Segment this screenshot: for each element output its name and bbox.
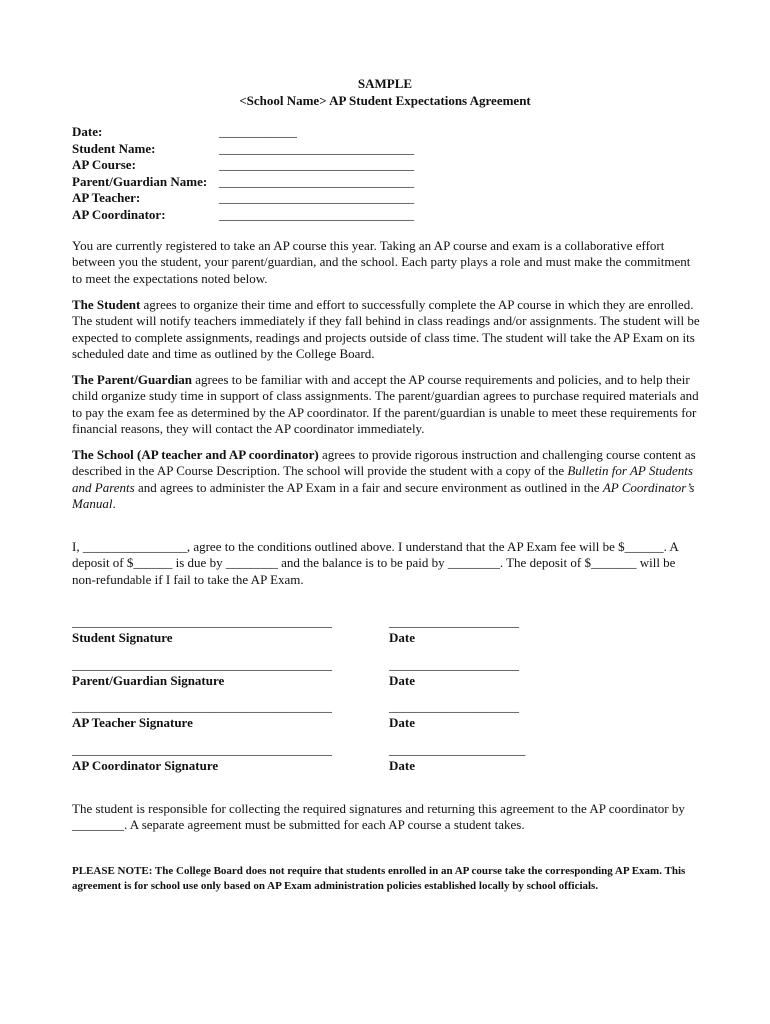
student-signature-line[interactable]: ________________________________________ xyxy=(72,614,332,629)
field-label: Student Name: xyxy=(72,140,156,156)
closing-paragraph: The student is responsible for collecting the required signatures and returning this agreement to the AP coordinator by ________. A separate agreement must be submitted for each AP course a student takes. xyxy=(72,801,685,833)
parent-signature-label: Parent/Guardian Signature xyxy=(72,673,225,688)
document-header xyxy=(0,75,770,109)
field-ap-coordinator xyxy=(72,206,414,224)
coordinator-signature-line[interactable]: ________________________________________ xyxy=(72,742,332,757)
student-date-label: Date xyxy=(389,630,415,645)
ap-course-blank[interactable]: ______________________________ xyxy=(219,157,414,173)
field-label: AP Teacher: xyxy=(72,190,141,206)
school-paragraph xyxy=(72,447,702,513)
field-student-name xyxy=(72,140,414,158)
teacher-date-label: Date xyxy=(389,715,415,730)
student-date-line[interactable]: ____________________ xyxy=(389,614,519,629)
please-note: PLEASE NOTE: The College Board does not require that students enrolled in an AP course take the corresponding AP Exam. This agreement is for school use only based on AP Exam administration policies established locally by school officials. xyxy=(72,865,686,892)
teacher-signature-line[interactable]: ________________________________________ xyxy=(72,699,332,714)
teacher-date-line[interactable]: ____________________ xyxy=(389,699,519,714)
field-date xyxy=(72,124,297,141)
bulletin-title: Bulletin for AP Students and Parents xyxy=(72,463,693,495)
ap-teacher-blank[interactable]: ______________________________ xyxy=(219,190,414,206)
teacher-signature-label: AP Teacher Signature xyxy=(72,715,193,730)
field-label: Parent/Guardian Name: xyxy=(72,173,208,189)
parent-signature-line[interactable]: ________________________________________ xyxy=(72,657,332,672)
parent-date-line[interactable]: ____________________ xyxy=(389,657,519,672)
ap-coordinator-blank[interactable]: ______________________________ xyxy=(219,206,414,222)
parent-date-label: Date xyxy=(389,673,415,688)
sample-label: SAMPLE xyxy=(357,76,413,91)
parent-text: agrees to be familiar with and accept the AP course requirements and policies, and to help their child organize study time in support of class assignments. The parent/guardian agrees to purchase required materials and to pay the exam fee as determined by the AP coordinator. If the parent/guardian is unable to meet these requirements for financial reasons, they will contact the AP coordinator immediately. xyxy=(72,372,699,437)
parent-lead: The Parent/Guardian xyxy=(72,372,193,387)
info-fields xyxy=(72,124,414,224)
school-lead: The School (AP teacher and AP coordinator) xyxy=(72,447,319,462)
coordinator-date-label: Date xyxy=(389,758,415,773)
coordinator-signature-label: AP Coordinator Signature xyxy=(72,758,219,773)
intro-paragraph: You are currently registered to take an AP course this year. Taking an AP course and exam is a collaborative effort between you the student, your parent/guardian, and the school. Each party plays a role and must make the commitment to meet the expectations noted below. xyxy=(72,238,691,286)
agreement-paragraph: I, ________________, agree to the conditions outlined above. I understand that the AP Exam fee will be $______. A deposit of $______ is due by ________ and the balance is to be paid by ________. The deposit of $_______ will be non-refundable if I fail to take the AP Exam. xyxy=(72,539,679,587)
field-label: Date: xyxy=(72,124,103,139)
school-text-1: agrees to provide rigorous instruction and challenging course content as described in the AP Course Description. The school will provide the student with a copy of the xyxy=(72,447,696,479)
coordinator-date-line[interactable]: _____________________ xyxy=(389,742,526,757)
student-lead: The Student xyxy=(72,297,141,312)
parent-paragraph xyxy=(72,372,702,438)
field-ap-course xyxy=(72,157,414,174)
school-text-2: and agrees to administer the AP Exam in a fair and secure environment as outlined in the xyxy=(134,479,603,495)
coordinator-manual-title: AP Coordinator’s Manual xyxy=(72,479,695,512)
field-parent-name xyxy=(72,173,414,191)
student-text: agrees to organize their time and effort to successfully complete the AP course in which they are enrolled. The student will notify teachers immediately if they fall behind in class readings and/or assignments. The student will be expected to complete assignments, readings and projects outside of class time. The student will take the AP Exam on its scheduled date and time as outlined by the College Board. xyxy=(72,297,700,362)
date-blank[interactable]: ____________ xyxy=(219,124,297,139)
document-title: <School Name> AP Student Expectations Agreement xyxy=(239,93,531,108)
parent-name-blank[interactable]: ______________________________ xyxy=(219,173,414,189)
student-name-blank[interactable]: ______________________________ xyxy=(219,140,414,156)
student-paragraph xyxy=(72,297,702,363)
field-ap-teacher xyxy=(72,190,414,207)
field-label: AP Course: xyxy=(72,157,136,173)
student-signature-label: Student Signature xyxy=(72,630,173,645)
field-label: AP Coordinator: xyxy=(72,206,166,222)
school-text-3: . xyxy=(112,496,116,512)
